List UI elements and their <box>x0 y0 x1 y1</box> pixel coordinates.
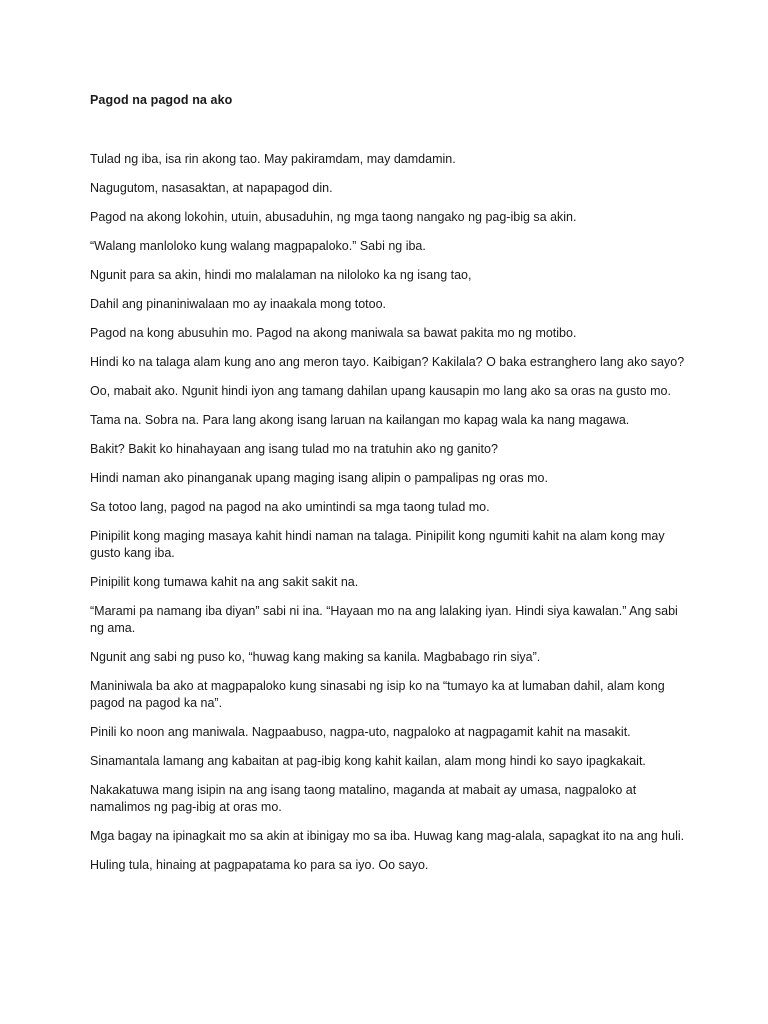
paragraph: Sinamantala lamang ang kabaitan at pag-ibig kong kahit kailan, alam mong hindi ko sayo ipagkakait. <box>90 754 646 768</box>
paragraph: Oo, mabait ako. Ngunit hindi iyon ang tamang dahilan upang kausapin mo lang ako sa oras na gusto mo. <box>90 384 671 398</box>
document-title: Pagod na pagod na ako <box>90 93 233 107</box>
document-body <box>90 151 690 886</box>
paragraph: Hindi ko na talaga alam kung ano ang meron tayo. Kaibigan? Kakilala? O baka estranghero lang ako sayo? <box>90 355 685 369</box>
paragraph: Bakit? Bakit ko hinahayaan ang isang tulad mo na tratuhin ako ng ganito? <box>90 442 498 456</box>
paragraph: Pinili ko noon ang maniwala. Nagpaabuso, nagpa-uto, nagpaloko at nagpagamit kahit na masakit. <box>90 725 631 739</box>
paragraph: Pagod na kong abusuhin mo. Pagod na akong maniwala sa bawat pakita mo ng motibo. <box>90 326 577 340</box>
paragraph: Pagod na akong lokohin, utuin, abusaduhin, ng mga taong nangako ng pag-ibig sa akin. <box>90 210 577 224</box>
paragraph: Nakakatuwa mang isipin na ang isang taong matalino, maganda at mabait ay umasa, nagpaloko at namalimos ng pag-ibig at oras mo. <box>90 783 637 814</box>
paragraph: Dahil ang pinaniniwalaan mo ay inaakala mong totoo. <box>90 297 387 311</box>
paragraph: Ngunit para sa akin, hindi mo malalaman na niloloko ka ng isang tao, <box>90 268 472 282</box>
paragraph: “Walang manloloko kung walang magpapaloko.” Sabi ng iba. <box>90 239 426 253</box>
paragraph: “Marami pa namang iba diyan” sabi ni ina. “Hayaan mo na ang lalaking iyan. Hindi siya kawalan.” Ang sabi ng ama. <box>90 604 678 635</box>
paragraph: Ngunit ang sabi ng puso ko, “huwag kang making sa kanila. Magbabago rin siya”. <box>90 650 541 664</box>
paragraph: Mga bagay na ipinagkait mo sa akin at ibinigay mo sa iba. Huwag kang mag-alala, sapagkat ito na ang huli. <box>90 829 685 843</box>
paragraph: Pinipilit kong tumawa kahit na ang sakit sakit na. <box>90 575 359 589</box>
paragraph: Huling tula, hinaing at pagpapatama ko para sa iyo. Oo sayo. <box>90 858 429 872</box>
paragraph: Hindi naman ako pinanganak upang maging isang alipin o pampalipas ng oras mo. <box>90 471 548 485</box>
paragraph: Nagugutom, nasasaktan, at napapagod din. <box>90 181 333 195</box>
paragraph: Tama na. Sobra na. Para lang akong isang laruan na kailangan mo kapag wala ka nang magawa. <box>90 413 630 427</box>
paragraph: Sa totoo lang, pagod na pagod na ako umintindi sa mga taong tulad mo. <box>90 500 490 514</box>
paragraph: Pinipilit kong maging masaya kahit hindi naman na talaga. Pinipilit kong ngumiti kahit na alam kong may gusto kang iba. <box>90 529 665 560</box>
paragraph: Maniniwala ba ako at magpapaloko kung sinasabi ng isip ko na “tumayo ka at lumaban dahil, alam kong pagod na pagod ka na”. <box>90 679 665 710</box>
paragraph: Tulad ng iba, isa rin akong tao. May pakiramdam, may damdamin. <box>90 152 456 166</box>
